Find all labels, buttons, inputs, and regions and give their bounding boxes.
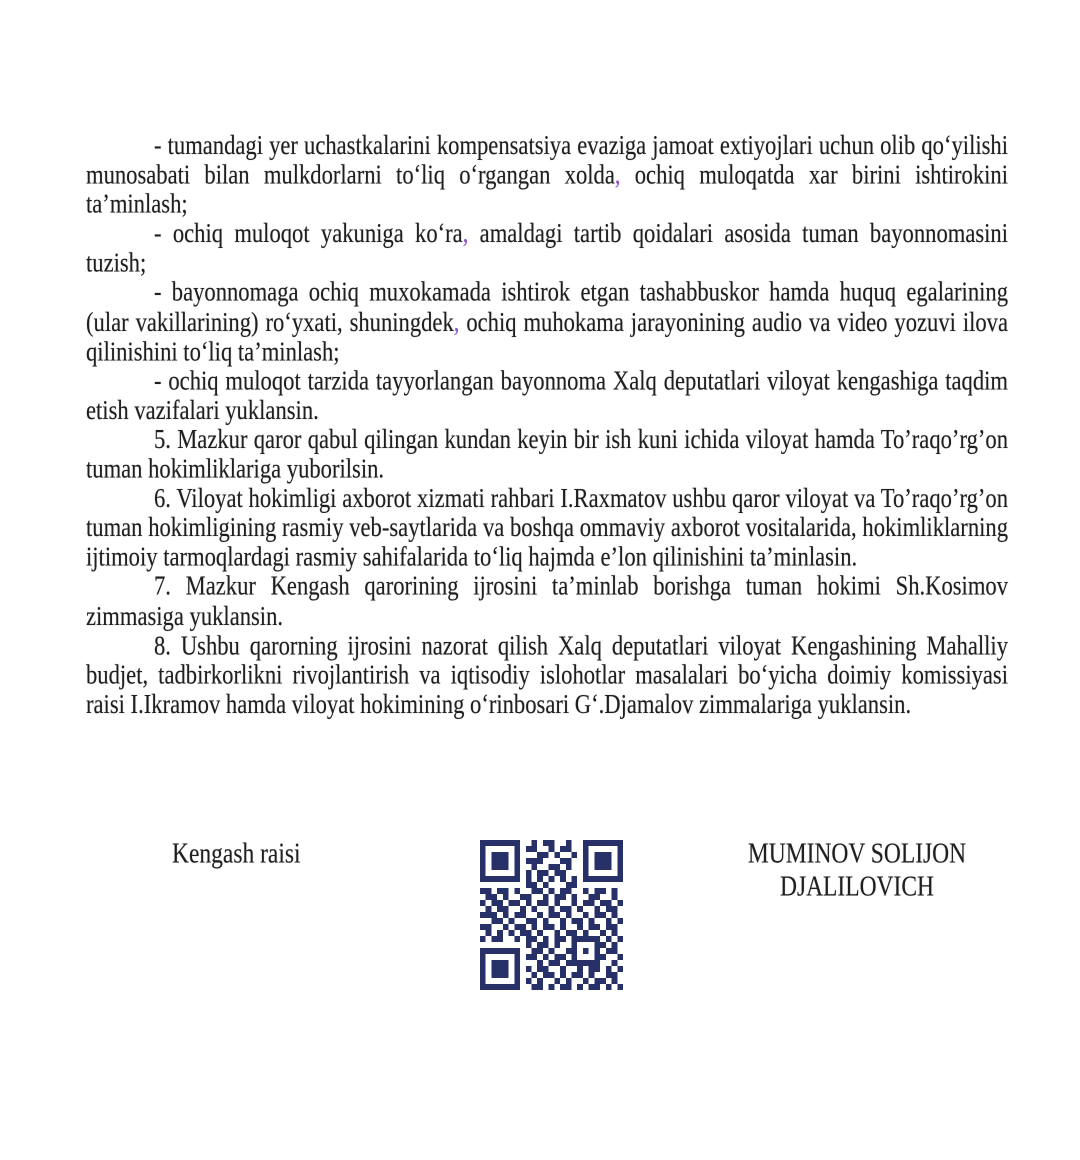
text-run: - ochiq muloqot tarzida tayyorlangan bayonnoma Xalq deputatlari viloyat kengashiga taqdim etish vazifalari yuklansin. bbox=[86, 364, 1008, 425]
text-run: - bayonnomaga ochiq muxokamada ishtirok etgan tashabbuskor hamda huquq egalarining (ular vakillarining) ro‘yxati, shuningdek bbox=[86, 276, 1008, 337]
text-run: amaldagi tartib qoidalari asosida tuman bayonnomasini tuzish; bbox=[86, 217, 1008, 278]
paragraph-7 bbox=[86, 572, 1008, 631]
signature-role-label: Kengash raisi bbox=[172, 838, 301, 870]
document-body bbox=[86, 131, 1008, 719]
text-run: 8. Ushbu qarorning ijrosini nazorat qilish Xalq deputatlari viloyat Kengashining Mahalliy budjet, tadbirkorlikni rivojlantirish va iqtisodiy islohotlar masalalari bo‘yicha doimiy komissiyasi raisi I.Ikramov hamda viloyat hokimining o‘rinbosari G‘.Djamalov zimmalariga yuklansin. bbox=[86, 629, 1008, 719]
text-run: - tumandagi yer uchastkalarini kompensatsiya evaziga jamoat extiyojlari uchun olib qo‘yilishi munosabati bilan mulkdorlarni to‘liq o‘rgangan xolda bbox=[86, 129, 1008, 190]
paragraph-8 bbox=[86, 631, 1008, 719]
text-run: 5. Mazkur qaror qabul qilingan kundan keyin bir ish kuni ichida viloyat hamda To’raqo’rg’on tuman hokimliklariga yuborilsin. bbox=[86, 423, 1008, 484]
proofreading-comma-mark: , bbox=[462, 217, 469, 249]
signature-name-line1: MUMINOV SOLIJON bbox=[747, 838, 967, 870]
paragraph-3 bbox=[86, 278, 1008, 366]
text-run: 6. Viloyat hokimligi axborot xizmati rahbari I.Raxmatov ushbu qaror viloyat va To’raqo’rg’on tuman hokimligining rasmiy veb-saytlarida va boshqa ommaviy axborot vositalarida, hokimliklarning ijtimoiy tarmoqlardagi rasmiy sahifalarida to‘liq hajmda e’lon qilinishini ta’minlasin. bbox=[86, 482, 1008, 572]
proofreading-comma-mark: , bbox=[453, 306, 460, 337]
paragraph-1 bbox=[86, 131, 1008, 219]
paragraph-5 bbox=[86, 425, 1008, 484]
proofreading-comma-mark: , bbox=[614, 159, 621, 190]
paragraph-4 bbox=[86, 366, 1008, 425]
signature-block bbox=[0, 836, 1080, 1016]
paragraph-6 bbox=[86, 484, 1008, 572]
paragraph-2 bbox=[86, 219, 1008, 278]
text-run: 7. Mazkur Kengash qarorining ijrosini ta’minlab borishga tuman hokimi Sh.Kosimov zimmasiga yuklansin. bbox=[86, 570, 1008, 631]
text-run: - ochiq muloqot yakuniga ko‘ra bbox=[154, 217, 463, 249]
signature-name-line2: DJALILOVICH bbox=[779, 870, 935, 903]
text-run: ochiq muloqatda xar birini ishtirokini ta’minlash; bbox=[86, 159, 1008, 220]
qr-code bbox=[480, 840, 623, 990]
text-run: ochiq muhokama jarayonining audio va video yozuvi ilova qilinishini to‘liq ta’minlash; bbox=[86, 306, 1009, 367]
signature-name bbox=[705, 838, 1009, 904]
